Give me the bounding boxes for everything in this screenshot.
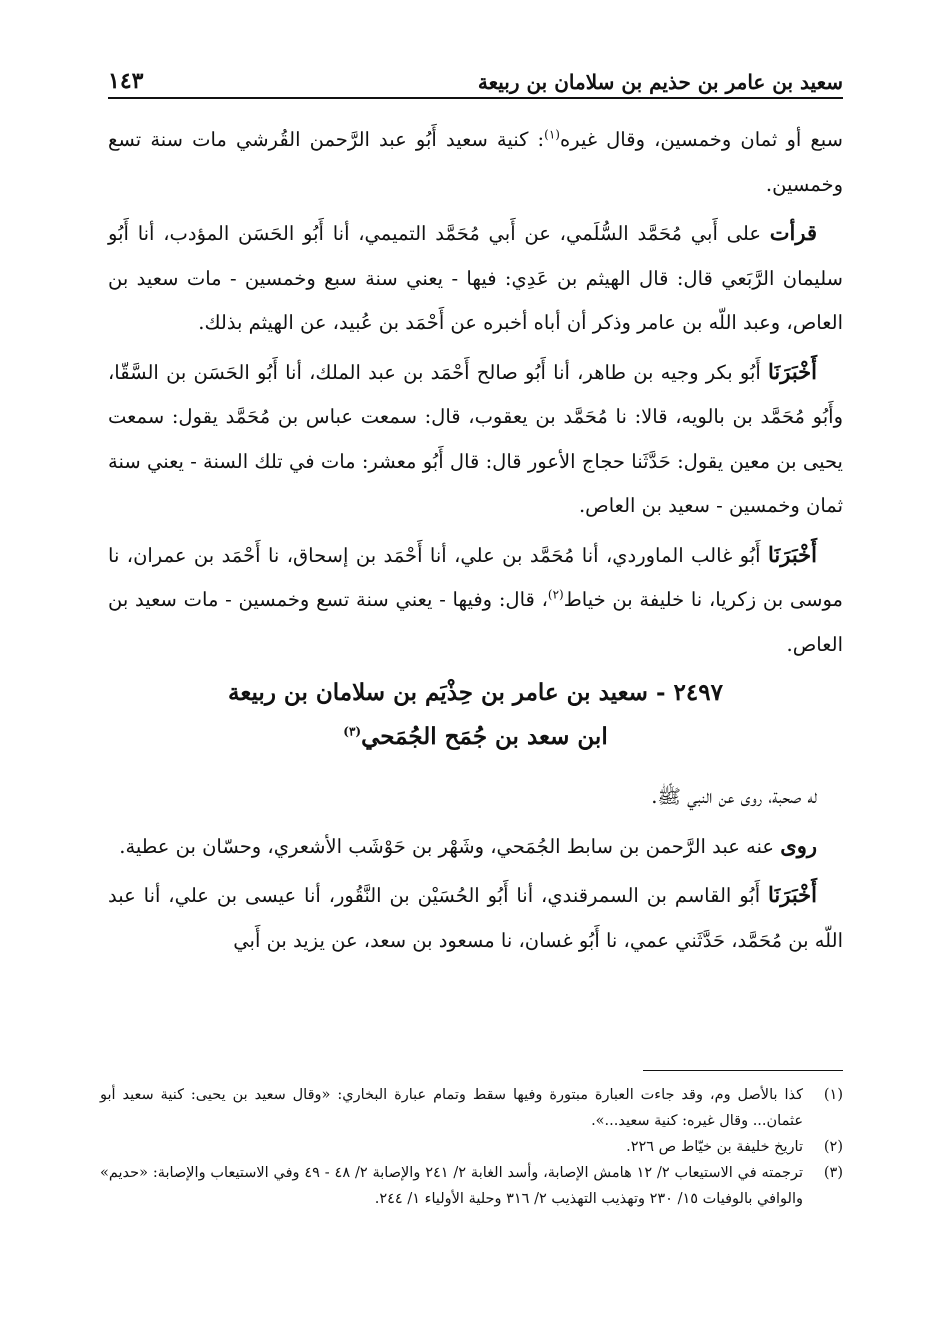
paragraph-text: له صحبة، روى عن النبي ﷺ.	[651, 785, 817, 808]
footnote-ref-3: (٣)	[343, 724, 362, 739]
footnote-number: (٣)	[823, 1165, 843, 1181]
paragraph-text: سبع أو ثمان وخمسين، وقال غيره	[559, 128, 844, 151]
footnote-text: كذا بالأصل وم، وقد جاءت العبارة مبتورة وفيها سقط وتمام عبارة البخاري: «وقال سعيد بن يحيى: كنية سعيد أبو عثمان... وقال غيره: كنية سعيد...».	[100, 1087, 803, 1129]
entry-heading	[108, 671, 843, 759]
paragraph-6	[108, 824, 843, 870]
entry-heading-line-1: ٢٤٩٧ - سعيد بن عامر بن حِذْيَم بن سلامان بن ربيعة	[228, 679, 723, 706]
main-text	[108, 118, 843, 967]
paragraph-text: أَبُو القاسم بن السمرقندي، أنا أَبُو الحُسَيْن بن النَّقُور، أنا عيسى بن علي، أنا عبد اللّه بن مُحَمَّد، حَدَّثَني عمي، نا أَبُو غسان، نا مسعود بن سعد، عن يزيد بن أَبي	[108, 884, 843, 952]
paragraph-text: ، قال: وفيها - يعني سنة تسع وخمسين - مات سعيد بن العاص.	[108, 588, 843, 656]
paragraph-lead-word: أَخْبَرَنَا	[768, 882, 817, 907]
running-title: سعيد بن عامر بن حذيم بن سلامان بن ربيعة	[477, 70, 843, 94]
paragraph-2	[108, 211, 843, 346]
entry-heading-text: ابن سعد بن جُمَح الجُمَحي	[361, 723, 608, 750]
paragraph-lead-word: روى	[780, 832, 817, 858]
footnote-text: تاريخ خليفة بن خيّاط ص ٢٢٦.	[626, 1139, 803, 1155]
footnote-text: ترجمته في الاستيعاب ٢/ ١٢ هامش الإصابة، وأسد الغابة ٢/ ٢٤١ والإصابة ٢/ ٤٨ - ٤٩ وفي الاستيعاب والإصابة: «حديم» والوافي بالوفيات ١٥/ ٢٣٠ وتهذيب التهذيب ٢/ ٣١٦ وحلية الأولياء ١/ ٢٤٤.	[100, 1165, 804, 1207]
paragraph-5	[108, 775, 843, 820]
footnote-number: (١)	[823, 1087, 843, 1103]
paragraph-lead-word: قرأت	[769, 220, 817, 245]
paragraph-text: أَبُو غالب الماوردي، أنا مُحَمَّد بن علي، أنا أَحْمَد بن إسحاق، نا أَحْمَد بن عمران، نا موسى بن زكريا، نا خليفة بن خياط	[108, 543, 843, 611]
paragraph-text: : كنية سعيد أَبُو عبد الرَّحمن القُرشي مات سنة تسع وخمسين.	[108, 128, 843, 196]
footnotes	[100, 1082, 843, 1212]
header-rule	[108, 97, 843, 99]
footnote-number: (٢)	[823, 1139, 843, 1155]
paragraph-4	[108, 533, 843, 668]
paragraph-lead-word: أَخْبَرَنَا	[768, 358, 817, 384]
paragraph-1	[108, 118, 843, 207]
paragraph-3	[108, 350, 843, 529]
paragraph-text: أَبُو بكر وجيه بن طاهر، أنا أَبُو صالح أَحْمَد بن عبد الملك، أنا أَبُو الحَسَن بن السَّقّا، وأَبُو مُحَمَّد بن بالويه، قالا: نا مُحَمَّد بن يعقوب، قال: سمعت عباس بن مُحَمَّد يقول: سمعت يحيى بن معين يقول: حَدَّثَنا حجاج الأعور قال: قال أَبُو معشر: مات في تلك السنة - يعني سنة ثمان وخمسين - سعيد بن العاص.	[108, 360, 843, 517]
footnote-ref-2: (٢)	[547, 587, 564, 602]
paragraph-lead-word: أَخْبَرَنَا	[768, 541, 817, 567]
footnote-rule	[643, 1070, 843, 1071]
footnote-2	[100, 1134, 843, 1160]
paragraph-text: على أَبي مُحَمَّد السُّلَمي، عن أَبي مُحَمَّد التميمي، أنا أَبُو الحَسَن المؤدب، أنا أَبُو سليمان الرَّبَعي قال: قال الهيثم بن عَدِي: فيها - يعني سنة سبع وخمسين - مات سعيد بن العاص، وعبد اللّه بن عامر وذكر أن أباه أخبره عن أَحْمَد بن عُبيد، عن الهيثم بذلك.	[108, 222, 843, 334]
entry-heading-line-2	[108, 715, 843, 759]
footnote-3	[100, 1160, 843, 1212]
running-head	[108, 60, 843, 94]
paragraph-7	[108, 873, 843, 963]
page-number: ١٤٣	[108, 68, 144, 94]
paragraph-text: عنه عبد الرَّحمن بن سابط الجُمَحي، وشَهْر بن حَوْشَب الأشعري، وحسّان بن عطية.	[119, 834, 781, 858]
footnote-1	[100, 1082, 843, 1134]
footnote-ref-1: (١)	[544, 127, 560, 142]
